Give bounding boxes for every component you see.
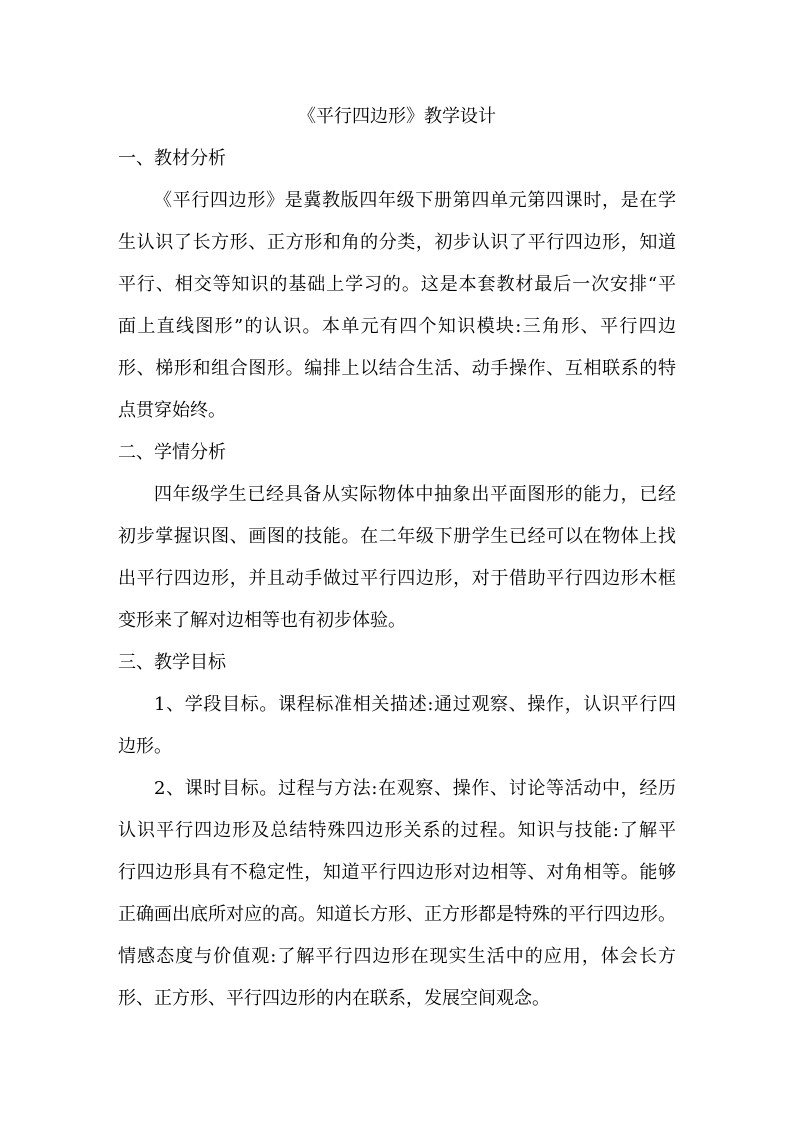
paragraph-line: 四年级学生已经具备从实际物体中抽象出平面图形的能力，已经	[154, 484, 676, 505]
paragraph-line: 平行、相交等知识的基础上学习的。这是本套教材最后一次安排“平	[118, 274, 676, 295]
document-title: 《平行四边形》教学设计	[298, 106, 496, 127]
section-heading-learning-situation-analysis: 二、学情分析	[118, 442, 226, 463]
paragraph-line: 边形。	[118, 736, 172, 757]
paragraph-line: 2、课时目标。过程与方法:在观察、操作、讨论等活动中，经历	[154, 778, 676, 799]
paragraph-line: 面上直线图形”的认识。本单元有四个知识模块:三角形、平行四边	[118, 316, 676, 337]
paragraph-line: 点贯穿始终。	[118, 400, 226, 421]
paragraph-line: 1、学段目标。课程标准相关描述:通过观察、操作，认识平行四	[154, 694, 676, 715]
paragraph-line: 正确画出底所对应的高。知道长方形、正方形都是特殊的平行四边形。	[118, 904, 676, 925]
paragraph-line: 变形来了解对边相等也有初步体验。	[118, 610, 406, 631]
paragraph-line: 形、正方形、平行四边形的内在联系，发展空间观念。	[118, 988, 550, 1009]
paragraph-line: 初步掌握识图、画图的技能。在二年级下册学生已经可以在物体上找	[118, 526, 676, 547]
section-heading-teaching-objectives: 三、教学目标	[118, 652, 226, 673]
paragraph-line: 《平行四边形》是冀教版四年级下册第四单元第四课时，是在学	[154, 190, 676, 211]
paragraph-line: 情感态度与价值观:了解平行四边形在现实生活中的应用，体会长方	[118, 946, 676, 967]
paragraph-line: 认识平行四边形及总结特殊四边形关系的过程。知识与技能:了解平	[118, 820, 676, 841]
paragraph-line: 行四边形具有不稳定性，知道平行四边形对边相等、对角相等。能够	[118, 862, 676, 883]
paragraph-line: 形、梯形和组合图形。编排上以结合生活、动手操作、互相联系的特	[118, 358, 676, 379]
paragraph-line: 出平行四边形，并且动手做过平行四边形，对于借助平行四边形木框	[118, 568, 676, 589]
section-heading-teaching-material-analysis: 一、教材分析	[118, 148, 226, 169]
paragraph-line: 生认识了长方形、正方形和角的分类，初步认识了平行四边形，知道	[118, 232, 676, 253]
